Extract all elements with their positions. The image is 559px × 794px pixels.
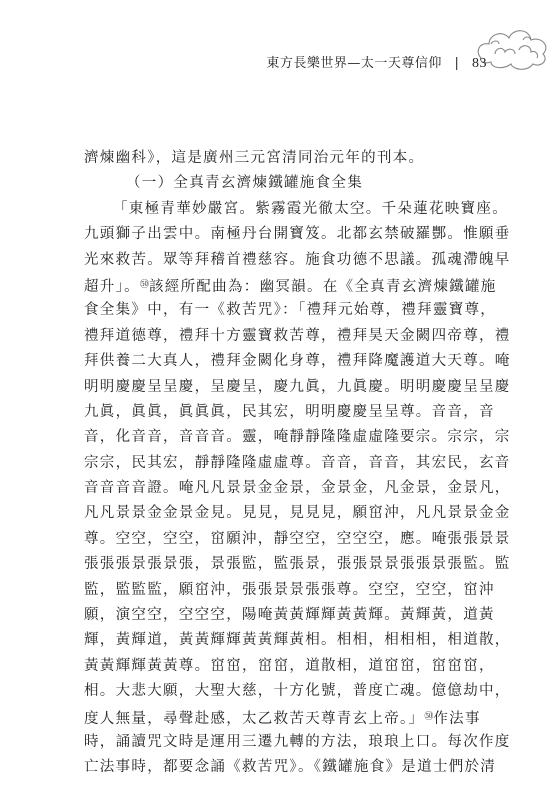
text-line: 張張張景張景張，景張監，監張景，張張景景張張景張監。監 — [84, 556, 511, 573]
text-line: 食全集》中，有一《救苦咒》：「禮拜元始尊，禮拜靈寶尊， — [84, 302, 497, 319]
text-line: 輝，黃輝道，黃黃輝輝黃黃輝黃相。相相，相相相，相道散， — [84, 632, 511, 649]
text-line: 監，監監監，願窋沖，張張景景張張尊。空空，空空，窋沖 — [84, 581, 495, 598]
text-line: 尊。空空，空空，窋願沖，靜空空，空空空，應。唵張張景景 — [84, 530, 511, 547]
text-line: 九眞，眞眞，眞眞眞，民其宏，明明慶慶呈呈尊。音音，音 — [84, 403, 495, 420]
text-line — [84, 273, 496, 298]
text-line: 拜供養二大真人，禮拜金闕化身尊，禮拜降魔護道大天尊。唵 — [84, 353, 511, 370]
text-segment: 超升」。 — [84, 278, 140, 295]
text-line — [84, 705, 496, 730]
text-line: 亡法事時，都要念誦《救苦咒》。《鐵罐施食》是道士們於清 — [84, 759, 497, 776]
text-line: 相。大悲大願，大聖大慈，十方化號，普度亡魂。億億劫中， — [84, 683, 511, 700]
body-text — [84, 146, 511, 781]
text-line: 光來救苦。眾等拜稽首禮慈容。施食功德不思議。孤魂滯魄早 — [84, 251, 511, 268]
text-line: 濟煉幽科》，這是廣州三元宮清同治元年的刊本。 — [84, 150, 425, 166]
running-title: 東方長樂世界—太一天尊信仰 — [266, 56, 442, 71]
text-segment: 該經所配曲為：幽冥韻。在《全真青玄濟煉鐵罐施 — [148, 278, 497, 295]
text-segment: 作法事 — [433, 710, 481, 727]
footnote-marker: ㊿ — [424, 711, 434, 722]
header-separator: | — [454, 56, 460, 71]
text-line: 九頭獅子出雲中。南極丹台開寶笈。北都玄禁破羅酆。惟願垂 — [84, 226, 511, 243]
text-line: 宗宗，民其宏，靜靜隆隆虛虛尊。音音，音音，其宏民，玄音 — [84, 454, 511, 471]
text-line: 黃黃輝輝黃黃尊。窋窋，窋窋，道散相，道窋窋，窋窋窋， — [84, 657, 495, 674]
text-line: 音音音音證。唵凡凡景景金金景，金景金，凡金景，金景凡， — [84, 480, 511, 497]
running-header — [0, 52, 487, 72]
page-number: 83 — [472, 56, 487, 71]
text-line: 時，誦讀咒文時是運用三遷九轉的方法，琅琅上口。每次作度 — [84, 733, 511, 750]
text-line: 禮拜道德尊，禮拜十方靈寶救苦尊，禮拜昊天金闕四帝尊，禮 — [84, 327, 511, 344]
text-segment: 度人無量，尋聲赴感，太乙救苦天尊青玄上帝。」 — [84, 710, 425, 727]
text-line: 「東極青華妙嚴宮。紫霧霞光徹太空。千朵蓮花映寶座。 — [113, 200, 508, 217]
footnote-marker: ㊿ — [139, 279, 149, 290]
text-line: 明明慶慶呈呈慶，呈慶呈，慶九眞，九眞慶。明明慶慶呈呈慶 — [84, 378, 511, 395]
text-line: 凡凡景景金金景金見。見見，見見見，願窋沖，凡凡景景金金 — [84, 505, 511, 522]
section-heading: （一）全真青玄濟煉鐵罐施食全集 — [126, 175, 363, 192]
text-line: 願，演空空，空空空，陽唵黃黃輝輝黃黃輝。黃輝黃，道黃 — [84, 607, 495, 624]
text-line: 音，化音音，音音音。靈，唵靜靜隆隆虛虛隆要宗。宗宗，宗 — [84, 429, 511, 446]
